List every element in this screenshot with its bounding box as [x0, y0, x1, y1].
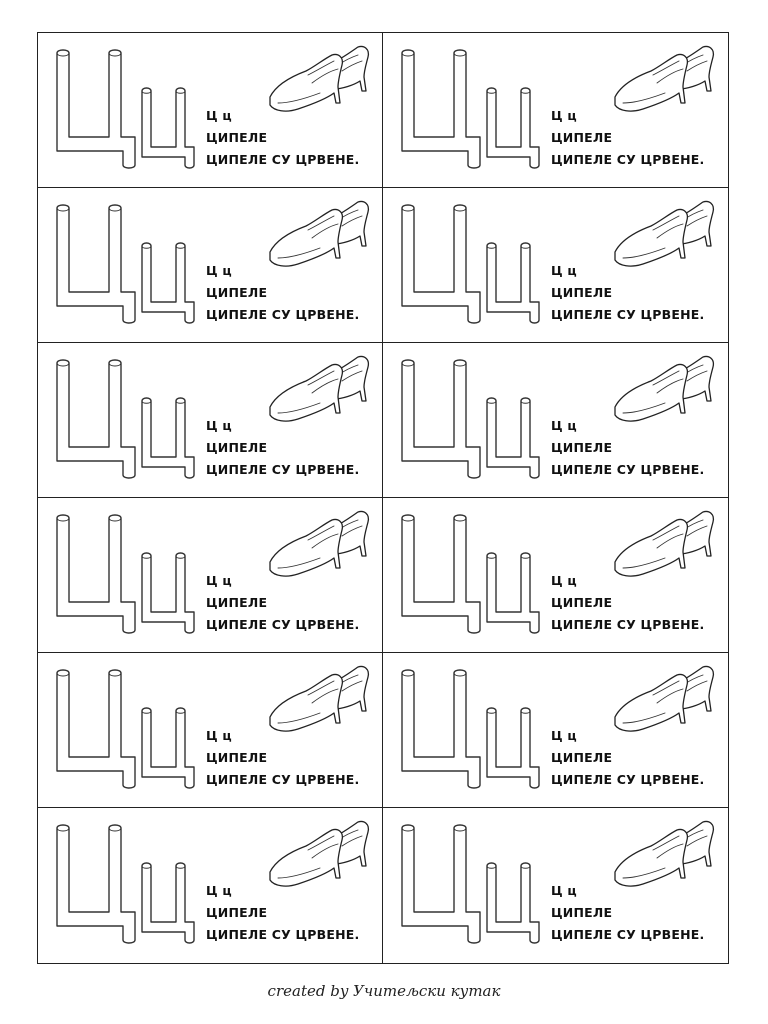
outlined-capital-letter — [396, 202, 486, 324]
sentence-label: ЦИПЕЛЕ СУ ЦРВЕНЕ. — [206, 772, 360, 787]
flashcard-8 — [383, 498, 728, 653]
flashcard-11 — [38, 808, 383, 963]
flashcard-7 — [38, 498, 383, 653]
outlined-lowercase-letter — [138, 550, 198, 634]
shoes-icon — [264, 43, 378, 117]
word-label: ЦИПЕЛЕ — [551, 130, 613, 145]
shoes-icon — [609, 663, 723, 737]
sentence-label: ЦИПЕЛЕ СУ ЦРВЕНЕ. — [551, 617, 705, 632]
sentence-label: ЦИПЕЛЕ СУ ЦРВЕНЕ. — [206, 462, 360, 477]
outlined-lowercase-letter — [483, 705, 543, 789]
word-label: ЦИПЕЛЕ — [551, 285, 613, 300]
shoes-icon — [264, 663, 378, 737]
outlined-capital-letter — [51, 202, 141, 324]
letter-pair-label: Ц ц — [551, 573, 577, 588]
shoes-icon — [264, 198, 378, 272]
shoes-icon — [264, 353, 378, 427]
word-label: ЦИПЕЛЕ — [206, 905, 268, 920]
flashcard-1 — [38, 33, 383, 188]
flashcard-9 — [38, 653, 383, 808]
outlined-lowercase-letter — [138, 240, 198, 324]
outlined-lowercase-letter — [483, 395, 543, 479]
word-label: ЦИПЕЛЕ — [551, 750, 613, 765]
outlined-lowercase-letter — [138, 860, 198, 944]
outlined-capital-letter — [51, 512, 141, 634]
shoes-icon — [264, 818, 378, 892]
sentence-label: ЦИПЕЛЕ СУ ЦРВЕНЕ. — [206, 152, 360, 167]
word-label: ЦИПЕЛЕ — [206, 285, 268, 300]
letter-pair-label: Ц ц — [551, 263, 577, 278]
shoes-icon — [609, 353, 723, 427]
sentence-label: ЦИПЕЛЕ СУ ЦРВЕНЕ. — [206, 307, 360, 322]
sentence-label: ЦИПЕЛЕ СУ ЦРВЕНЕ. — [551, 152, 705, 167]
outlined-capital-letter — [396, 357, 486, 479]
sentence-label: ЦИПЕЛЕ СУ ЦРВЕНЕ. — [551, 772, 705, 787]
outlined-capital-letter — [51, 357, 141, 479]
outlined-capital-letter — [51, 667, 141, 789]
letter-pair-label: Ц ц — [206, 108, 232, 123]
shoes-icon — [609, 508, 723, 582]
letter-pair-label: Ц ц — [206, 263, 232, 278]
outlined-lowercase-letter — [138, 705, 198, 789]
sentence-label: ЦИПЕЛЕ СУ ЦРВЕНЕ. — [551, 927, 705, 942]
outlined-capital-letter — [51, 822, 141, 944]
letter-pair-label: Ц ц — [206, 573, 232, 588]
outlined-lowercase-letter — [483, 240, 543, 324]
footer-credit: created by Учитељски кутак — [267, 982, 501, 1000]
outlined-lowercase-letter — [138, 395, 198, 479]
word-label: ЦИПЕЛЕ — [206, 130, 268, 145]
shoes-icon — [609, 818, 723, 892]
shoes-icon — [609, 198, 723, 272]
word-label: ЦИПЕЛЕ — [551, 595, 613, 610]
outlined-capital-letter — [396, 822, 486, 944]
flashcard-10 — [383, 653, 728, 808]
flashcard-4 — [383, 188, 728, 343]
sentence-label: ЦИПЕЛЕ СУ ЦРВЕНЕ. — [551, 462, 705, 477]
word-label: ЦИПЕЛЕ — [206, 595, 268, 610]
flashcard-2 — [383, 33, 728, 188]
outlined-capital-letter — [396, 47, 486, 169]
letter-pair-label: Ц ц — [551, 883, 577, 898]
letter-pair-label: Ц ц — [206, 418, 232, 433]
outlined-lowercase-letter — [483, 550, 543, 634]
word-label: ЦИПЕЛЕ — [551, 440, 613, 455]
flashcard-sheet — [37, 32, 729, 964]
letter-pair-label: Ц ц — [551, 728, 577, 743]
outlined-lowercase-letter — [483, 860, 543, 944]
word-label: ЦИПЕЛЕ — [206, 440, 268, 455]
letter-pair-label: Ц ц — [206, 883, 232, 898]
flashcard-6 — [383, 343, 728, 498]
word-label: ЦИПЕЛЕ — [206, 750, 268, 765]
letter-pair-label: Ц ц — [206, 728, 232, 743]
outlined-capital-letter — [51, 47, 141, 169]
outlined-lowercase-letter — [483, 85, 543, 169]
outlined-capital-letter — [396, 667, 486, 789]
flashcard-12 — [383, 808, 728, 963]
outlined-capital-letter — [396, 512, 486, 634]
sentence-label: ЦИПЕЛЕ СУ ЦРВЕНЕ. — [551, 307, 705, 322]
word-label: ЦИПЕЛЕ — [551, 905, 613, 920]
sentence-label: ЦИПЕЛЕ СУ ЦРВЕНЕ. — [206, 927, 360, 942]
outlined-lowercase-letter — [138, 85, 198, 169]
shoes-icon — [264, 508, 378, 582]
flashcard-3 — [38, 188, 383, 343]
sentence-label: ЦИПЕЛЕ СУ ЦРВЕНЕ. — [206, 617, 360, 632]
letter-pair-label: Ц ц — [551, 418, 577, 433]
shoes-icon — [609, 43, 723, 117]
flashcard-5 — [38, 343, 383, 498]
letter-pair-label: Ц ц — [551, 108, 577, 123]
